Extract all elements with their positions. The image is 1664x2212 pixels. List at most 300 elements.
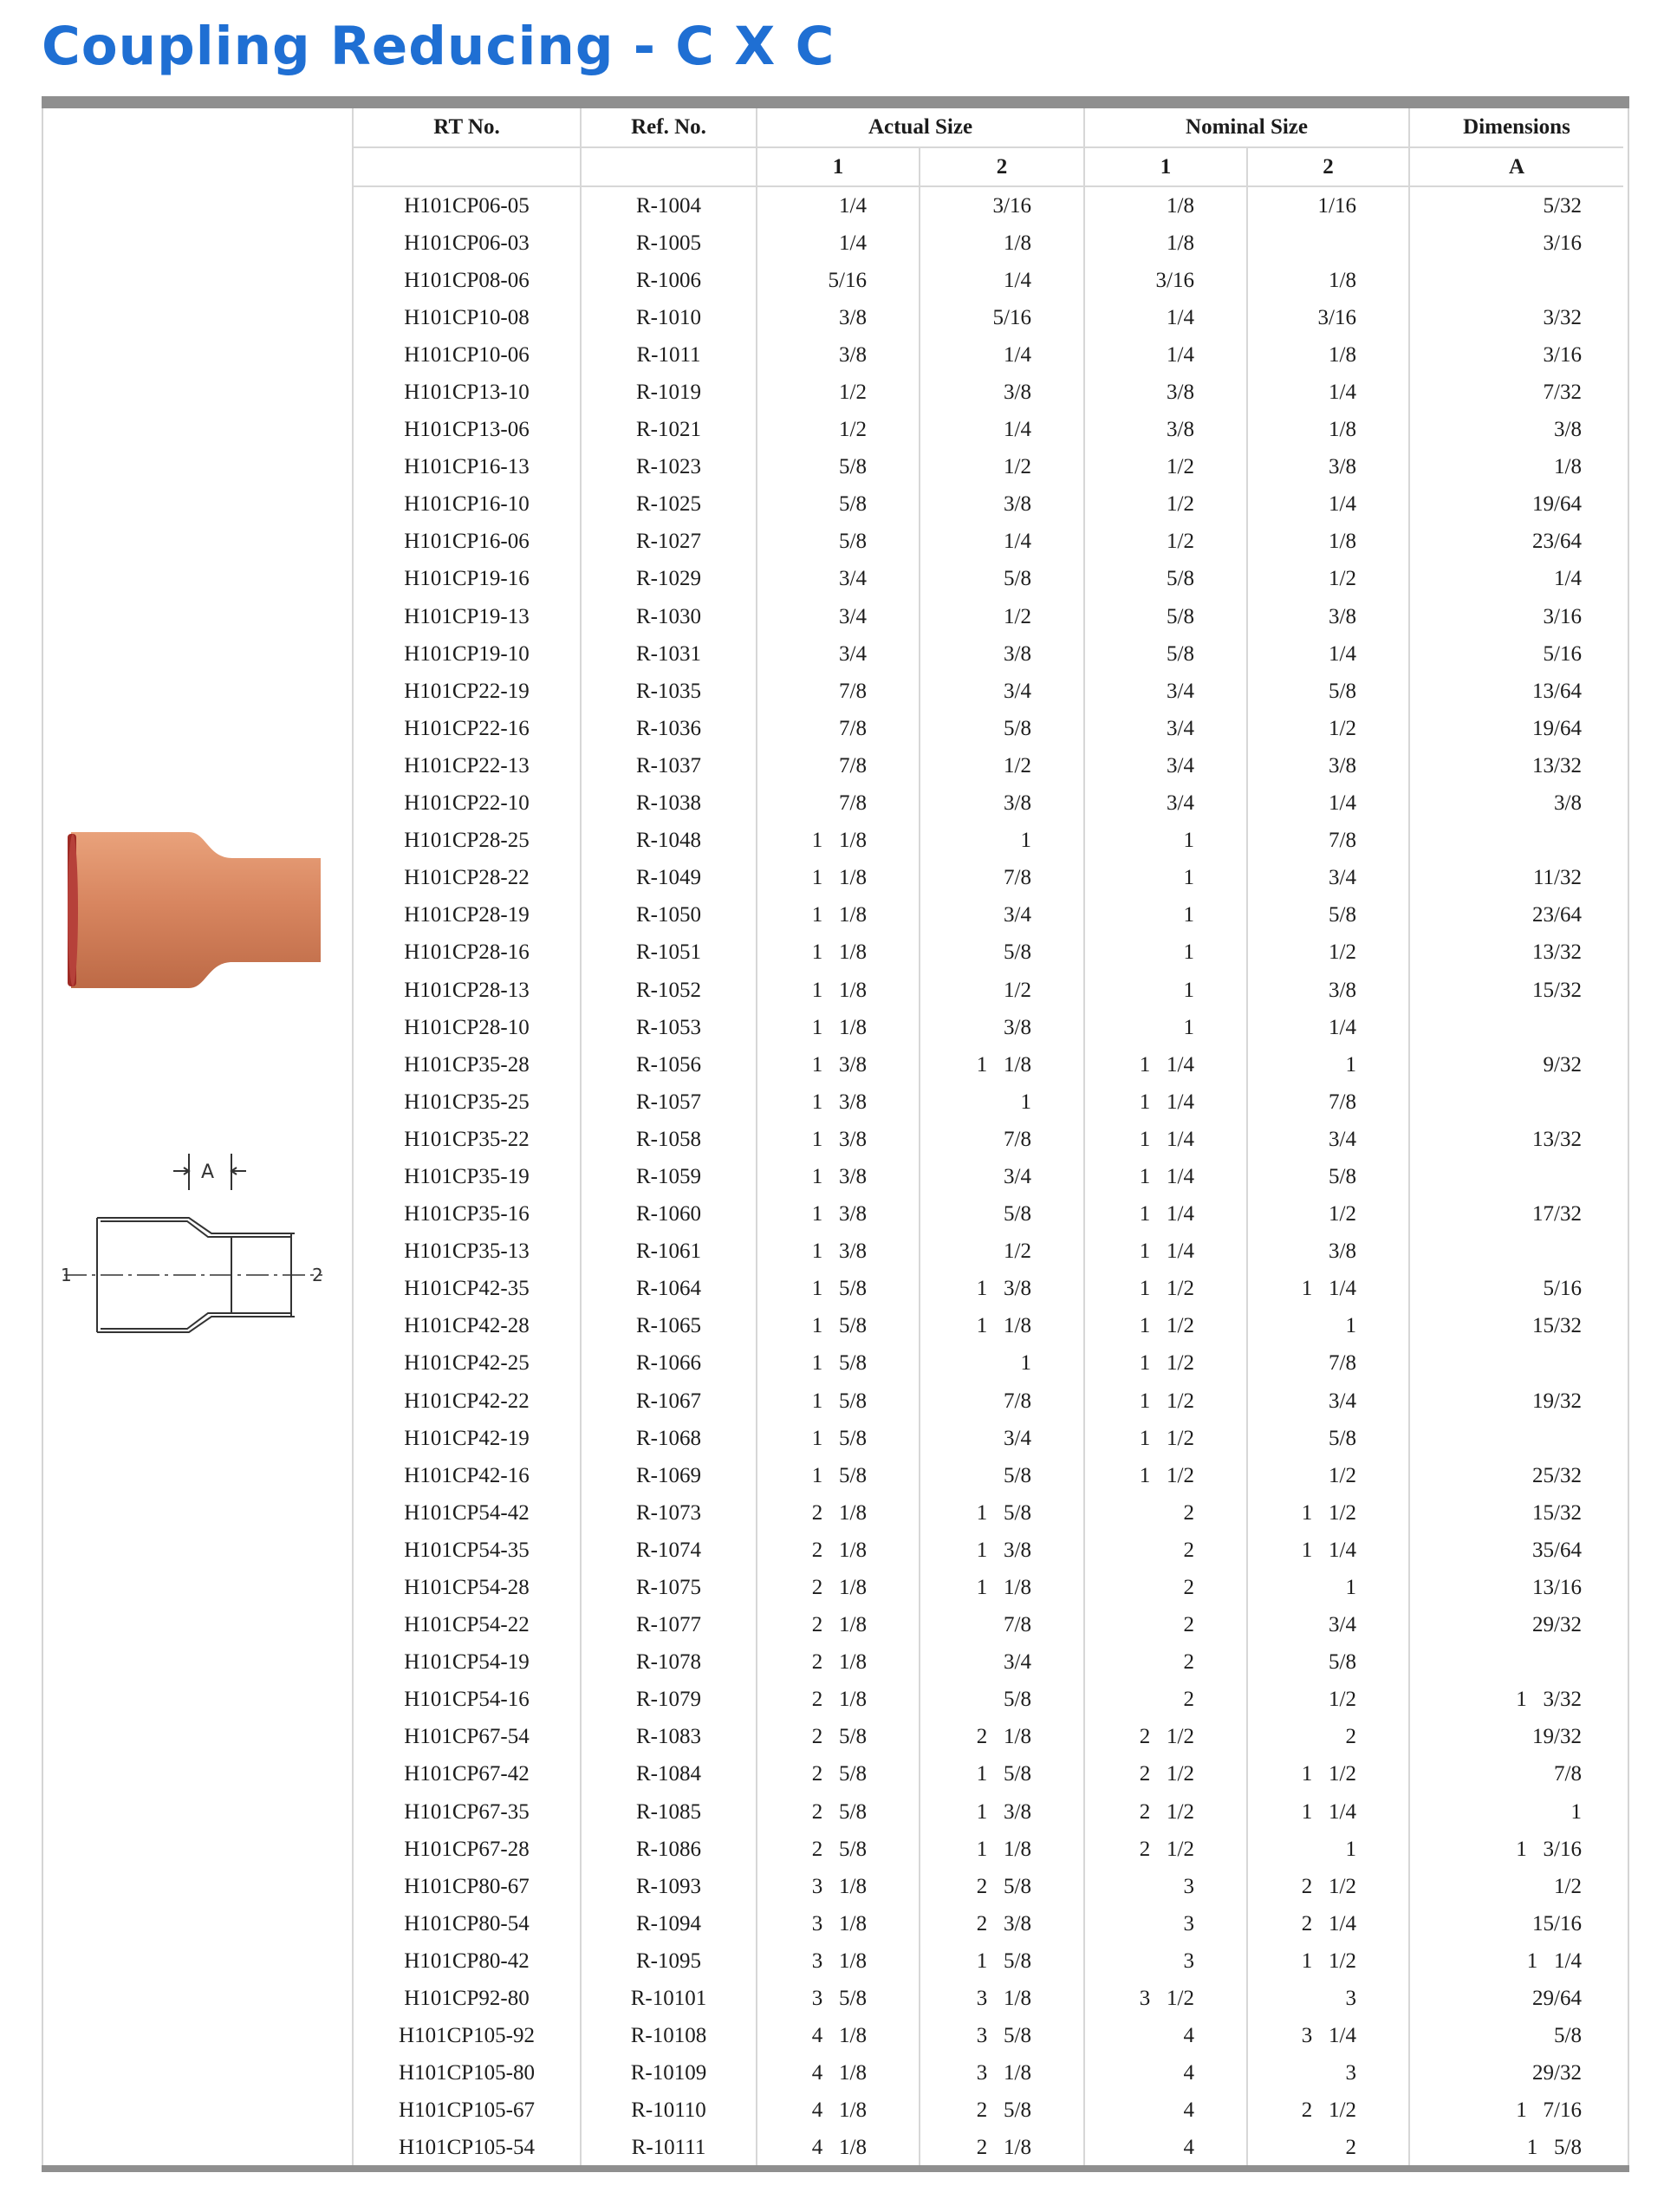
actual-size-1-cell: 1 5/8 (757, 1382, 920, 1420)
table-row (353, 1233, 1623, 1271)
ref-no-cell: R-1065 (581, 1308, 757, 1345)
nominal-size-2-cell: 1/4 (1247, 486, 1409, 524)
nominal-size-1-cell: 4 (1084, 2092, 1247, 2130)
nominal-size-2-cell: 1/8 (1247, 336, 1409, 374)
ref-no-cell: R-10110 (581, 2092, 757, 2130)
nominal-size-2-cell: 1 1/4 (1247, 1532, 1409, 1569)
actual-size-1-cell: 5/16 (757, 262, 920, 299)
nominal-size-2-cell: 3/8 (1247, 449, 1409, 486)
actual-size-2-cell: 1/2 (920, 747, 1084, 784)
actual-size-2-cell: 2 3/8 (920, 1905, 1084, 1942)
actual-size-1-cell: 1 5/8 (757, 1345, 920, 1382)
actual-size-2-cell: 1 1/8 (920, 1308, 1084, 1345)
actual-size-1-cell: 3 1/8 (757, 1868, 920, 1905)
rt-no-cell: H101CP13-10 (353, 374, 581, 411)
dimension-a-cell: 1 3/32 (1409, 1682, 1623, 1719)
nominal-size-1-cell: 1/4 (1084, 336, 1247, 374)
nominal-size-1-cell: 2 1/2 (1084, 1831, 1247, 1868)
dimension-a-cell (1409, 823, 1623, 860)
ref-no-cell: R-10101 (581, 1981, 757, 2018)
dimension-a-cell: 13/64 (1409, 673, 1623, 710)
actual-size-2-cell: 7/8 (920, 1607, 1084, 1644)
ref-no-cell: R-1010 (581, 299, 757, 336)
actual-size-1-cell: 7/8 (757, 673, 920, 710)
dimension-a-cell: 15/32 (1409, 972, 1623, 1009)
actual-size-2-cell: 1 5/8 (920, 1494, 1084, 1532)
nominal-size-1-cell: 3/4 (1084, 710, 1247, 747)
ref-no-cell: R-1005 (581, 224, 757, 262)
actual-size-1-cell: 2 1/8 (757, 1494, 920, 1532)
actual-size-2-cell: 5/8 (920, 710, 1084, 747)
actual-size-1-cell: 2 1/8 (757, 1532, 920, 1569)
nominal-size-2-cell: 3/4 (1247, 860, 1409, 897)
actual-size-2-cell: 1/2 (920, 449, 1084, 486)
nominal-size-2-cell: 1/2 (1247, 1682, 1409, 1719)
nominal-size-2-cell: 1 (1247, 1046, 1409, 1083)
dimension-a-cell: 19/64 (1409, 710, 1623, 747)
table-row (353, 1158, 1623, 1195)
actual-size-1-cell: 1/2 (757, 374, 920, 411)
actual-size-1-cell: 5/8 (757, 486, 920, 524)
nominal-size-2-cell: 7/8 (1247, 1083, 1409, 1121)
header-dim-a: A (1409, 147, 1623, 186)
ref-no-cell: R-1094 (581, 1905, 757, 1942)
rt-no-cell: H101CP35-22 (353, 1121, 581, 1158)
dimension-a-cell: 11/32 (1409, 860, 1623, 897)
nominal-size-2-cell: 1/4 (1247, 635, 1409, 673)
actual-size-1-cell: 2 5/8 (757, 1756, 920, 1793)
ref-no-cell: R-1030 (581, 598, 757, 635)
ref-no-cell: R-10108 (581, 2018, 757, 2055)
rt-no-cell: H101CP67-28 (353, 1831, 581, 1868)
rt-no-cell: H101CP105-54 (353, 2130, 581, 2167)
nominal-size-2-cell: 1/4 (1247, 1009, 1409, 1046)
nominal-size-1-cell: 1 1/2 (1084, 1457, 1247, 1494)
nominal-size-1-cell: 2 (1084, 1494, 1247, 1532)
table-header-row-2 (353, 147, 1623, 186)
dimension-a-cell: 13/16 (1409, 1569, 1623, 1606)
nominal-size-2-cell: 1/4 (1247, 785, 1409, 823)
actual-size-1-cell: 1 1/8 (757, 934, 920, 972)
nominal-size-1-cell: 2 (1084, 1569, 1247, 1606)
rt-no-cell: H101CP35-13 (353, 1233, 581, 1271)
nominal-size-2-cell: 2 1/4 (1247, 1905, 1409, 1942)
rt-no-cell: H101CP67-35 (353, 1793, 581, 1831)
dimension-a-cell: 7/8 (1409, 1756, 1623, 1793)
table-row (353, 1382, 1623, 1420)
actual-size-2-cell: 5/8 (920, 934, 1084, 972)
nominal-size-2-cell: 7/8 (1247, 823, 1409, 860)
actual-size-2-cell: 2 5/8 (920, 1868, 1084, 1905)
dimension-a-cell: 1 1/4 (1409, 1942, 1623, 1980)
dimension-a-cell: 29/32 (1409, 1607, 1623, 1644)
actual-size-2-cell: 1/8 (920, 224, 1084, 262)
rt-no-cell: H101CP16-13 (353, 449, 581, 486)
actual-size-1-cell: 1 1/8 (757, 972, 920, 1009)
nominal-size-1-cell: 1 1/2 (1084, 1308, 1247, 1345)
table-row (353, 1756, 1623, 1793)
nominal-size-2-cell: 1/8 (1247, 262, 1409, 299)
table-row (353, 823, 1623, 860)
ref-no-cell: R-1085 (581, 1793, 757, 1831)
table-row (353, 1196, 1623, 1233)
ref-no-cell: R-1036 (581, 710, 757, 747)
diagram-label-a: A (201, 1161, 215, 1183)
ref-no-cell: R-1029 (581, 561, 757, 598)
ref-no-cell: R-1075 (581, 1569, 757, 1606)
dimension-a-cell: 19/32 (1409, 1382, 1623, 1420)
actual-size-2-cell: 3/8 (920, 374, 1084, 411)
nominal-size-1-cell: 3/16 (1084, 262, 1247, 299)
actual-size-2-cell: 1/4 (920, 262, 1084, 299)
dimension-a-cell: 13/32 (1409, 934, 1623, 972)
nominal-size-1-cell: 1 1/2 (1084, 1420, 1247, 1457)
ref-no-cell: R-1086 (581, 1831, 757, 1868)
dimension-a-cell (1409, 1345, 1623, 1382)
coupling-spec-table (352, 108, 1623, 2167)
actual-size-1-cell: 4 1/8 (757, 2018, 920, 2055)
nominal-size-2-cell: 1/8 (1247, 412, 1409, 449)
ref-no-cell: R-1051 (581, 934, 757, 972)
actual-size-2-cell: 1 (920, 1083, 1084, 1121)
ref-no-cell: R-1011 (581, 336, 757, 374)
header-nominal-2: 2 (1247, 147, 1409, 186)
actual-size-2-cell: 1 5/8 (920, 1756, 1084, 1793)
actual-size-2-cell: 3/8 (920, 486, 1084, 524)
actual-size-1-cell: 1 5/8 (757, 1271, 920, 1308)
ref-no-cell: R-1078 (581, 1644, 757, 1682)
rt-no-cell: H101CP54-42 (353, 1494, 581, 1532)
ref-no-cell: R-1049 (581, 860, 757, 897)
actual-size-1-cell: 2 1/8 (757, 1607, 920, 1644)
actual-size-1-cell: 4 1/8 (757, 2092, 920, 2130)
ref-no-cell: R-1004 (581, 186, 757, 224)
ref-no-cell: R-1093 (581, 1868, 757, 1905)
actual-size-1-cell: 1 3/8 (757, 1046, 920, 1083)
actual-size-1-cell: 3/4 (757, 598, 920, 635)
table-row (353, 1905, 1623, 1942)
ref-no-cell: R-1037 (581, 747, 757, 784)
ref-no-cell: R-1038 (581, 785, 757, 823)
ref-no-cell: R-10109 (581, 2055, 757, 2092)
rt-no-cell: H101CP22-16 (353, 710, 581, 747)
coupling-photo-image (68, 832, 324, 988)
table-row (353, 2092, 1623, 2130)
dimension-a-cell: 15/32 (1409, 1494, 1623, 1532)
table-row (353, 1981, 1623, 2018)
nominal-size-1-cell: 1 1/4 (1084, 1046, 1247, 1083)
actual-size-1-cell: 1 1/8 (757, 823, 920, 860)
ref-no-cell: R-1019 (581, 374, 757, 411)
dimension-a-cell (1409, 1158, 1623, 1195)
table-row (353, 635, 1623, 673)
nominal-size-2-cell: 1/16 (1247, 186, 1409, 224)
ref-no-cell: R-1053 (581, 1009, 757, 1046)
table-row (353, 1457, 1623, 1494)
dimension-a-cell: 23/64 (1409, 524, 1623, 561)
ref-no-cell: R-1021 (581, 412, 757, 449)
dimension-a-cell: 3/16 (1409, 336, 1623, 374)
table-header-row-1 (353, 108, 1623, 147)
table-row (353, 860, 1623, 897)
ref-no-cell: R-1056 (581, 1046, 757, 1083)
dimension-a-cell: 9/32 (1409, 1046, 1623, 1083)
dimension-a-cell: 15/32 (1409, 1308, 1623, 1345)
diagram-label-2: 2 (312, 1265, 323, 1285)
header-dimensions: Dimensions (1409, 108, 1623, 147)
actual-size-2-cell: 1 3/8 (920, 1271, 1084, 1308)
nominal-size-1-cell: 3 1/2 (1084, 1981, 1247, 2018)
table-row (353, 1532, 1623, 1569)
actual-size-1-cell: 3 1/8 (757, 1942, 920, 1980)
rt-no-cell: H101CP19-13 (353, 598, 581, 635)
nominal-size-2-cell: 5/8 (1247, 897, 1409, 934)
actual-size-1-cell: 1 5/8 (757, 1420, 920, 1457)
dimension-a-cell: 29/32 (1409, 2055, 1623, 2092)
nominal-size-2-cell: 5/8 (1247, 1420, 1409, 1457)
nominal-size-2-cell: 1 1/4 (1247, 1271, 1409, 1308)
ref-no-cell: R-1069 (581, 1457, 757, 1494)
ref-no-cell: R-1066 (581, 1345, 757, 1382)
nominal-size-2-cell: 1/2 (1247, 561, 1409, 598)
nominal-size-2-cell: 1 1/4 (1247, 1793, 1409, 1831)
actual-size-2-cell: 1/4 (920, 412, 1084, 449)
actual-size-1-cell: 1 3/8 (757, 1121, 920, 1158)
nominal-size-1-cell: 2 1/2 (1084, 1719, 1247, 1756)
rt-no-cell: H101CP06-03 (353, 224, 581, 262)
actual-size-1-cell: 4 1/8 (757, 2055, 920, 2092)
nominal-size-1-cell: 1/2 (1084, 524, 1247, 561)
header-rule (42, 96, 1629, 108)
nominal-size-2-cell: 1/2 (1247, 1196, 1409, 1233)
dimension-a-cell: 3/32 (1409, 299, 1623, 336)
dimension-a-cell: 1 (1409, 1793, 1623, 1831)
actual-size-1-cell: 5/8 (757, 524, 920, 561)
actual-size-1-cell: 2 1/8 (757, 1644, 920, 1682)
header-rt-no-blank (353, 147, 581, 186)
rt-no-cell: H101CP35-19 (353, 1158, 581, 1195)
ref-no-cell: R-10111 (581, 2130, 757, 2167)
nominal-size-1-cell: 3/8 (1084, 412, 1247, 449)
ref-no-cell: R-1025 (581, 486, 757, 524)
actual-size-2-cell: 1/2 (920, 972, 1084, 1009)
dimension-a-cell (1409, 1083, 1623, 1121)
ref-no-cell: R-1027 (581, 524, 757, 561)
dimension-a-cell (1409, 1644, 1623, 1682)
dimension-a-cell: 5/16 (1409, 1271, 1623, 1308)
nominal-size-1-cell: 5/8 (1084, 598, 1247, 635)
rt-no-cell: H101CP28-25 (353, 823, 581, 860)
dimension-a-cell: 5/8 (1409, 2018, 1623, 2055)
rt-no-cell: H101CP35-28 (353, 1046, 581, 1083)
table-row (353, 1719, 1623, 1756)
nominal-size-1-cell: 2 (1084, 1532, 1247, 1569)
actual-size-1-cell: 3 5/8 (757, 1981, 920, 2018)
nominal-size-2-cell: 1/2 (1247, 934, 1409, 972)
actual-size-1-cell: 1 3/8 (757, 1158, 920, 1195)
actual-size-2-cell: 5/8 (920, 561, 1084, 598)
nominal-size-1-cell: 1 (1084, 823, 1247, 860)
table-row (353, 374, 1623, 411)
dimension-a-cell: 3/8 (1409, 785, 1623, 823)
nominal-size-2-cell: 3/16 (1247, 299, 1409, 336)
actual-size-1-cell: 2 1/8 (757, 1569, 920, 1606)
rt-no-cell: H101CP28-13 (353, 972, 581, 1009)
actual-size-2-cell: 5/16 (920, 299, 1084, 336)
actual-size-2-cell: 1 1/8 (920, 1569, 1084, 1606)
actual-size-1-cell: 1 1/8 (757, 1009, 920, 1046)
actual-size-1-cell: 3 1/8 (757, 1905, 920, 1942)
nominal-size-1-cell: 1 1/2 (1084, 1382, 1247, 1420)
actual-size-2-cell: 1/2 (920, 1233, 1084, 1271)
actual-size-2-cell: 5/8 (920, 1196, 1084, 1233)
nominal-size-2-cell: 3 (1247, 2055, 1409, 2092)
table-row (353, 224, 1623, 262)
footer-rule (42, 2165, 1629, 2172)
dimension-a-cell: 29/64 (1409, 1981, 1623, 2018)
table-row (353, 710, 1623, 747)
actual-size-2-cell: 3 1/8 (920, 2055, 1084, 2092)
actual-size-2-cell: 3/4 (920, 897, 1084, 934)
actual-size-2-cell: 7/8 (920, 860, 1084, 897)
dimension-a-cell: 1/4 (1409, 561, 1623, 598)
rt-no-cell: H101CP22-10 (353, 785, 581, 823)
actual-size-1-cell: 3/4 (757, 635, 920, 673)
table-row (353, 1009, 1623, 1046)
table-row (353, 1083, 1623, 1121)
actual-size-2-cell: 3 5/8 (920, 2018, 1084, 2055)
table-row (353, 972, 1623, 1009)
actual-size-2-cell: 1 5/8 (920, 1942, 1084, 1980)
ref-no-cell: R-1073 (581, 1494, 757, 1532)
table-row (353, 262, 1623, 299)
table-row (353, 1644, 1623, 1682)
nominal-size-2-cell: 1/4 (1247, 374, 1409, 411)
actual-size-2-cell: 3/4 (920, 1158, 1084, 1195)
rt-no-cell: H101CP54-35 (353, 1532, 581, 1569)
dimension-a-cell: 1 5/8 (1409, 2130, 1623, 2167)
nominal-size-2-cell: 1 (1247, 1831, 1409, 1868)
ref-no-cell: R-1095 (581, 1942, 757, 1980)
table-row (353, 2055, 1623, 2092)
nominal-size-1-cell: 3/8 (1084, 374, 1247, 411)
nominal-size-2-cell: 2 (1247, 1719, 1409, 1756)
rt-no-cell: H101CP105-67 (353, 2092, 581, 2130)
actual-size-1-cell: 1 3/8 (757, 1196, 920, 1233)
nominal-size-2-cell: 1 1/2 (1247, 1756, 1409, 1793)
rt-no-cell: H101CP16-06 (353, 524, 581, 561)
nominal-size-1-cell: 1 (1084, 1009, 1247, 1046)
nominal-size-1-cell: 1/4 (1084, 299, 1247, 336)
actual-size-2-cell: 1/4 (920, 336, 1084, 374)
nominal-size-1-cell: 1 1/4 (1084, 1233, 1247, 1271)
table-row (353, 1682, 1623, 1719)
nominal-size-2-cell: 3 1/4 (1247, 2018, 1409, 2055)
nominal-size-2-cell: 3/4 (1247, 1382, 1409, 1420)
table-row (353, 1308, 1623, 1345)
dimension-a-cell: 5/16 (1409, 635, 1623, 673)
ref-no-cell: R-1035 (581, 673, 757, 710)
actual-size-1-cell: 3/8 (757, 336, 920, 374)
table-row (353, 299, 1623, 336)
table-row (353, 934, 1623, 972)
diagram-label-1: 1 (61, 1265, 72, 1285)
actual-size-1-cell: 2 5/8 (757, 1831, 920, 1868)
actual-size-2-cell: 3/8 (920, 1009, 1084, 1046)
nominal-size-1-cell: 4 (1084, 2130, 1247, 2167)
header-ref-no: Ref. No. (581, 108, 757, 147)
dimension-a-cell (1409, 262, 1623, 299)
actual-size-2-cell: 3/8 (920, 635, 1084, 673)
ref-no-cell: R-1077 (581, 1607, 757, 1644)
dimension-a-cell: 3/16 (1409, 598, 1623, 635)
actual-size-1-cell: 2 1/8 (757, 1682, 920, 1719)
nominal-size-1-cell: 1 1/4 (1084, 1083, 1247, 1121)
rt-no-cell: H101CP10-06 (353, 336, 581, 374)
nominal-size-1-cell: 3/4 (1084, 747, 1247, 784)
actual-size-1-cell: 1/4 (757, 186, 920, 224)
header-rt-no: RT No. (353, 108, 581, 147)
nominal-size-1-cell: 2 (1084, 1682, 1247, 1719)
dimension-a-cell (1409, 1009, 1623, 1046)
actual-size-1-cell: 1/2 (757, 412, 920, 449)
actual-size-2-cell: 1 1/8 (920, 1046, 1084, 1083)
dimension-a-cell: 25/32 (1409, 1457, 1623, 1494)
actual-size-1-cell: 2 5/8 (757, 1793, 920, 1831)
actual-size-2-cell: 5/8 (920, 1682, 1084, 1719)
rt-no-cell: H101CP67-42 (353, 1756, 581, 1793)
actual-size-1-cell: 1 5/8 (757, 1308, 920, 1345)
nominal-size-2-cell: 3/8 (1247, 598, 1409, 635)
table-body (353, 186, 1623, 2167)
table-row (353, 524, 1623, 561)
actual-size-1-cell: 7/8 (757, 747, 920, 784)
nominal-size-1-cell: 3 (1084, 1905, 1247, 1942)
rt-no-cell: H101CP28-19 (353, 897, 581, 934)
actual-size-2-cell: 2 1/8 (920, 2130, 1084, 2167)
ref-no-cell: R-1023 (581, 449, 757, 486)
actual-size-1-cell: 1 5/8 (757, 1457, 920, 1494)
rt-no-cell: H101CP35-16 (353, 1196, 581, 1233)
nominal-size-1-cell: 4 (1084, 2055, 1247, 2092)
nominal-size-1-cell: 5/8 (1084, 635, 1247, 673)
table-row (353, 486, 1623, 524)
ref-no-cell: R-1064 (581, 1271, 757, 1308)
actual-size-2-cell: 1 3/8 (920, 1793, 1084, 1831)
nominal-size-1-cell: 1 (1084, 934, 1247, 972)
ref-no-cell: R-1052 (581, 972, 757, 1009)
ref-no-cell: R-1057 (581, 1083, 757, 1121)
rt-no-cell: H101CP105-92 (353, 2018, 581, 2055)
actual-size-2-cell: 5/8 (920, 1457, 1084, 1494)
ref-no-cell: R-1068 (581, 1420, 757, 1457)
nominal-size-2-cell: 5/8 (1247, 1158, 1409, 1195)
dimension-a-cell: 1/8 (1409, 449, 1623, 486)
rt-no-cell: H101CP22-19 (353, 673, 581, 710)
table-row (353, 449, 1623, 486)
ref-no-cell: R-1048 (581, 823, 757, 860)
header-actual-1: 1 (757, 147, 920, 186)
actual-size-1-cell: 7/8 (757, 710, 920, 747)
table-row (353, 1942, 1623, 1980)
nominal-size-1-cell: 1 1/2 (1084, 1271, 1247, 1308)
table-row (353, 1121, 1623, 1158)
nominal-size-1-cell: 1 1/4 (1084, 1196, 1247, 1233)
actual-size-2-cell: 1/2 (920, 598, 1084, 635)
nominal-size-1-cell: 1 1/4 (1084, 1158, 1247, 1195)
actual-size-1-cell: 3/8 (757, 299, 920, 336)
dimension-a-cell: 5/32 (1409, 186, 1623, 224)
